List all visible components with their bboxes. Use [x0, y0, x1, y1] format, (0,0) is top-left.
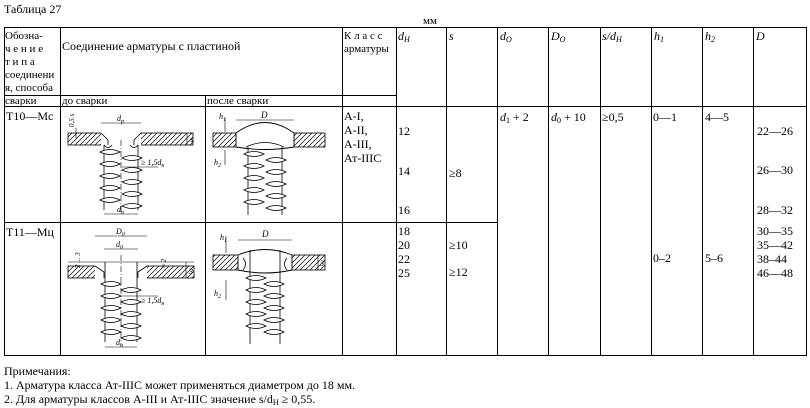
row1-D-1: 22—26 [757, 124, 793, 138]
row2-D: 30—35 35—42 38–44 46—48 [757, 224, 793, 280]
row1-D-2: 26—30 [757, 163, 793, 177]
row1-h2: 4—5 [705, 110, 729, 124]
header-D: D [756, 29, 765, 43]
note-2: 2. Для арматуры классов А-III и Ат-IIIС значение $s/d_Н \ge 0,55$. [4, 392, 316, 407]
t11-s-label: 3 [189, 267, 193, 276]
row1-type: Т10—Мс [6, 109, 54, 123]
t10-D-label: D [261, 110, 268, 120]
header-d0: $d_O$ [500, 29, 512, 44]
header-s: s [449, 29, 454, 43]
note-1: 1. Арматура класса Ат-IIIС может применяться диаметром до 18 мм. [4, 378, 356, 392]
t11-gap-label: 2 ... 3 [74, 252, 82, 268]
row2-s-10: ≥10 [449, 238, 468, 252]
header-h1: $h_1$ [654, 29, 664, 44]
t10-dp-label: $d_p$ [117, 114, 124, 125]
row1-d0: $d_1 + 2$ [500, 110, 529, 125]
t10-thk-label: 0,5 s [68, 113, 76, 127]
t11-after-s-label: 3 [320, 259, 324, 268]
row1-s-over-dn: ≥0,5 [602, 110, 624, 124]
row1-classes: А-I, А-II, А-III, Ат-IIIС [344, 109, 382, 165]
t10-after-drawing [213, 110, 325, 215]
row1-dn-12: 12 [398, 124, 410, 138]
t11-D-label: D [262, 229, 269, 239]
header-D0: $D_O$ [551, 29, 566, 44]
t11-D0-label: $D_0$ [116, 227, 125, 238]
t11-dn-label: $d_н$ [116, 338, 123, 349]
t11-h2-label: $h_2$ [214, 289, 221, 300]
row1-D-3: 28—32 [757, 203, 793, 217]
t11-chamfer-label: ≈ 2 [160, 258, 168, 268]
t10-s-label: s [190, 135, 194, 144]
t10-h2-label: $h_2$ [214, 158, 221, 169]
header-after-weld: после сварки [207, 95, 269, 107]
header-connection: Соединение арматуры с пластиной [62, 39, 241, 53]
t11-h1-label: $h_1$ [220, 233, 227, 244]
row2-dn: 18 20 22 25 [398, 224, 410, 280]
row1-D0: $d_0 + 10$ [551, 110, 586, 125]
t11-d0-label: $d_0$ [116, 240, 123, 251]
header-before-weld: до сварки [62, 95, 108, 107]
header-dn: $d_Н$ [398, 29, 410, 44]
t10-before-drawing [68, 114, 193, 217]
row2-s-12: ≥12 [449, 265, 468, 279]
row2-type: Т11—Мц [6, 225, 54, 239]
t11-before-drawing [68, 227, 194, 349]
table-title: Таблица 27 [4, 2, 62, 16]
t11-weld-label: ≥ $1,5d_н$ [141, 296, 165, 307]
row2-h1: 0–2 [653, 251, 671, 265]
header-h2: $h_2$ [705, 29, 715, 44]
row2-h2: 5–6 [705, 251, 723, 265]
header-rebar-class: К л а с с арматуры [344, 30, 389, 55]
t10-weld-label: ≥ $1,5d_н$ [141, 158, 165, 169]
header-designation: Обозна- ч е н и е т и п а соединени я, способа сварки [5, 30, 55, 107]
t11-after-drawing [213, 229, 325, 344]
row1-h1: 0—1 [653, 110, 677, 124]
row1-s: ≥8 [449, 166, 462, 180]
row1-dn-16: 16 [398, 203, 410, 217]
units-label: мм [423, 15, 437, 27]
notes-heading: Примечания: [4, 364, 71, 378]
header-s-over-dn: $s/d_Н$ [602, 29, 622, 44]
row1-dn-14: 14 [398, 164, 410, 178]
t10-dn-label: $d_н$ [117, 205, 124, 216]
t10-h1-label: $h_1$ [219, 112, 226, 123]
